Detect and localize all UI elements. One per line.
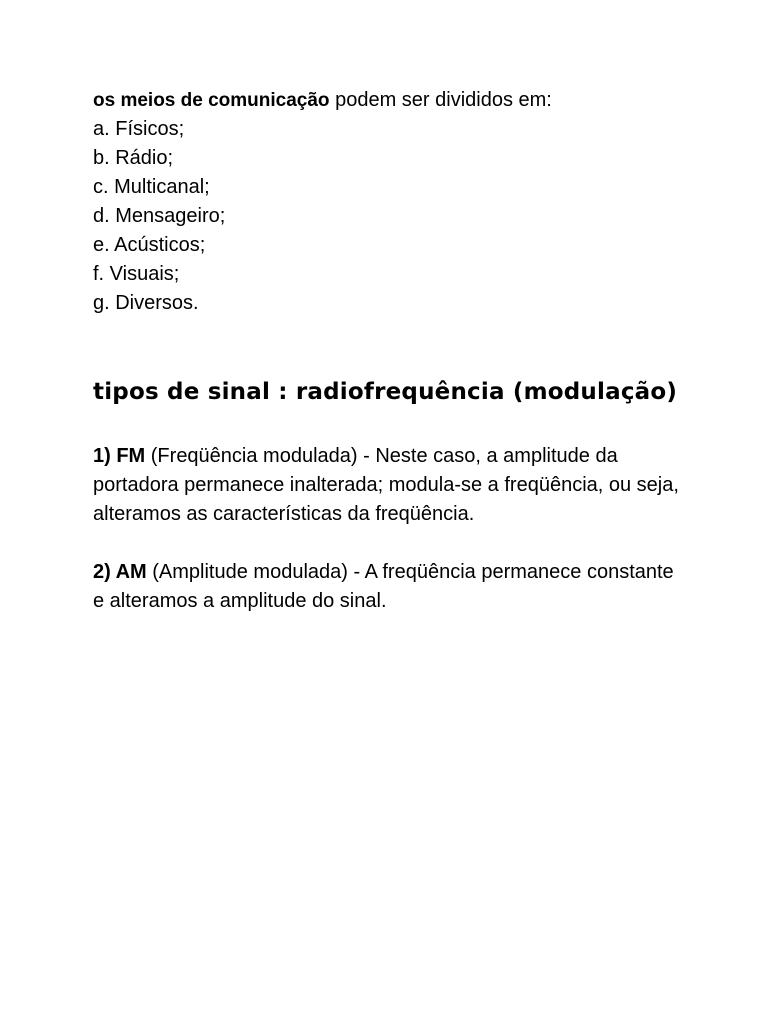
list-item: g. Diversos. [93, 292, 199, 314]
list-item: b. Rádio; [93, 147, 174, 169]
list-item: f. Visuais; [93, 263, 180, 285]
list-item: e. Acústicos; [93, 234, 206, 256]
intro-bold-text: os meios de comunicação [93, 90, 330, 111]
paragraph-term: 2) AM [93, 561, 147, 583]
intro-rest-text: podem ser divididos em: [329, 89, 552, 111]
list-item: a. Físicos; [93, 118, 185, 140]
list-item: c. Multicanal; [93, 176, 210, 198]
paragraph-fm [93, 442, 688, 529]
paragraph-text: (Amplitude modulada) - A freqüência permanece constante e alteramos a amplitude do sinal. [93, 561, 674, 612]
section-heading: tipos de sinal : radiofrequência (modulação) [93, 379, 678, 405]
intro-line [93, 86, 688, 115]
list-item: d. Mensageiro; [93, 205, 226, 227]
paragraph-text: (Freqüência modulada) - Neste caso, a amplitude da portadora permanece inalterada; modula-se a freqüência, ou seja, alteramos as características da freqüência. [93, 445, 679, 525]
paragraph-am [93, 558, 688, 616]
paragraph-term: 1) FM [93, 445, 146, 467]
options-list [93, 115, 688, 318]
